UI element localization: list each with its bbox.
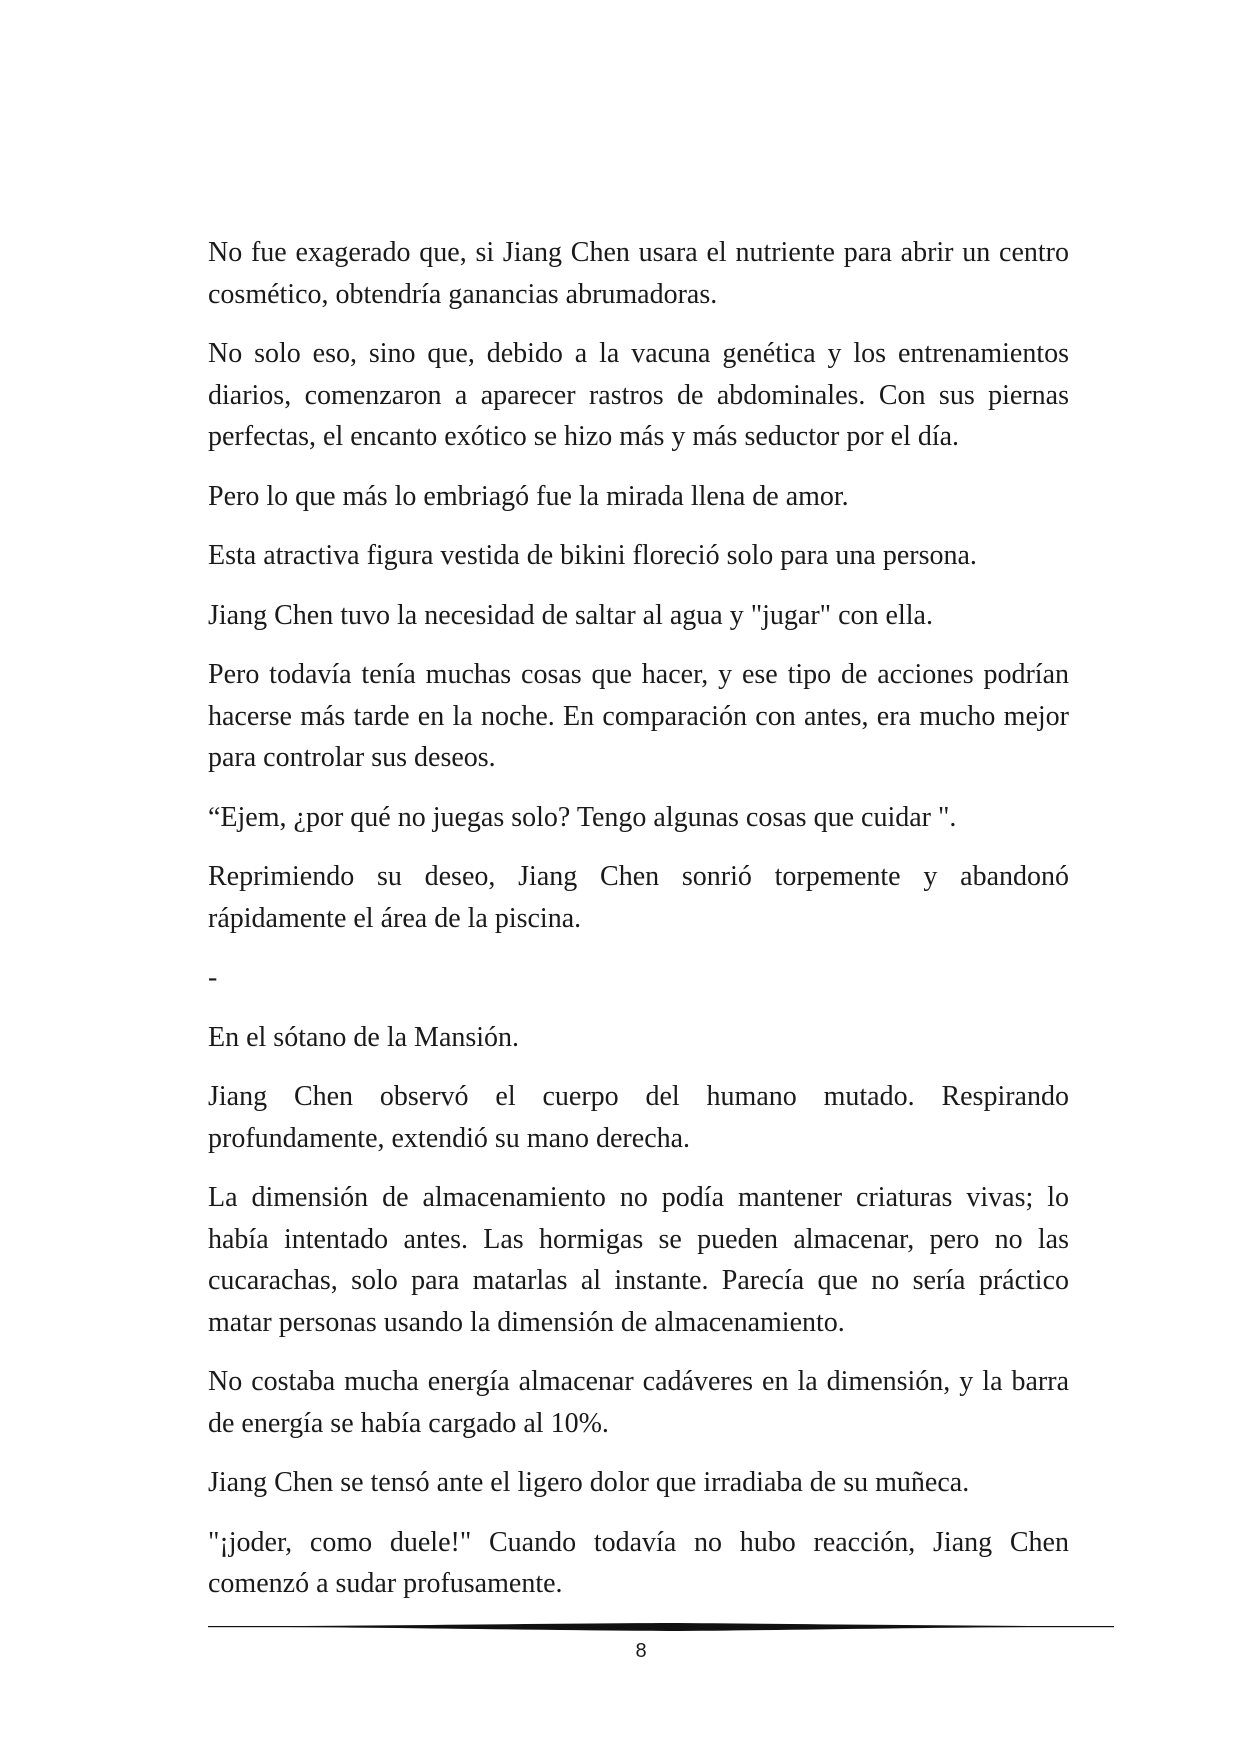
paragraph: La dimensión de almacenamiento no podía mantener criaturas vivas; lo había intentado antes. Las hormigas se pueden almacenar, pero no las cucarachas, solo para matarlas al instante. Parecía que no sería práctico matar personas usando la dimensión de almacenamiento.	[208, 1182, 1069, 1338]
scene-separator: -	[208, 962, 218, 993]
paragraph: Reprimiendo su deseo, Jiang Chen sonrió torpemente y abandonó rápidamente el área de la piscina.	[208, 861, 1069, 934]
paragraph: "¡joder, como duele!" Cuando todavía no hubo reacción, Jiang Chen comenzó a sudar profusamente.	[208, 1526, 1069, 1599]
paragraph: No fue exagerado que, si Jiang Chen usara el nutriente para abrir un centro cosmético, obtendría ganancias abrumadoras.	[208, 237, 1069, 310]
paragraph: Jiang Chen tuvo la necesidad de saltar al agua y "jugar" con ella.	[208, 599, 933, 631]
paragraph: En el sótano de la Mansión.	[208, 1021, 520, 1053]
paragraph: Pero todavía tenía muchas cosas que hacer, y ese tipo de acciones podrían hacerse más tarde en la noche. En comparación con antes, era mucho mejor para controlar sus deseos.	[208, 659, 1069, 773]
paragraph: Esta atractiva figura vestida de bikini floreció solo para una persona.	[208, 540, 977, 571]
paragraph: No solo eso, sino que, debido a la vacuna genética y los entrenamientos diarios, comenzaron a aparecer rastros de abdominales. Con sus piernas perfectas, el encanto exótico se hizo más y más seductor por el día.	[208, 338, 1069, 452]
paragraph: Jiang Chen observó el cuerpo del humano mutado. Respirando profundamente, extendió su mano derecha.	[208, 1081, 1069, 1154]
body-text	[208, 232, 1069, 1623]
page-number: 8	[635, 1640, 647, 1662]
paragraph: No costaba mucha energía almacenar cadáveres en la dimensión, y la barra de energía se había cargado al 10%.	[208, 1366, 1069, 1439]
paragraph: “Ejem, ¿por qué no juegas solo? Tengo algunas cosas que cuidar ".	[208, 801, 957, 833]
footer-rule	[208, 1620, 1114, 1634]
paragraph: Pero lo que más lo embriagó fue la mirada llena de amor.	[208, 480, 849, 512]
paragraph: Jiang Chen se tensó ante el ligero dolor que irradiaba de su muñeca.	[208, 1467, 970, 1498]
